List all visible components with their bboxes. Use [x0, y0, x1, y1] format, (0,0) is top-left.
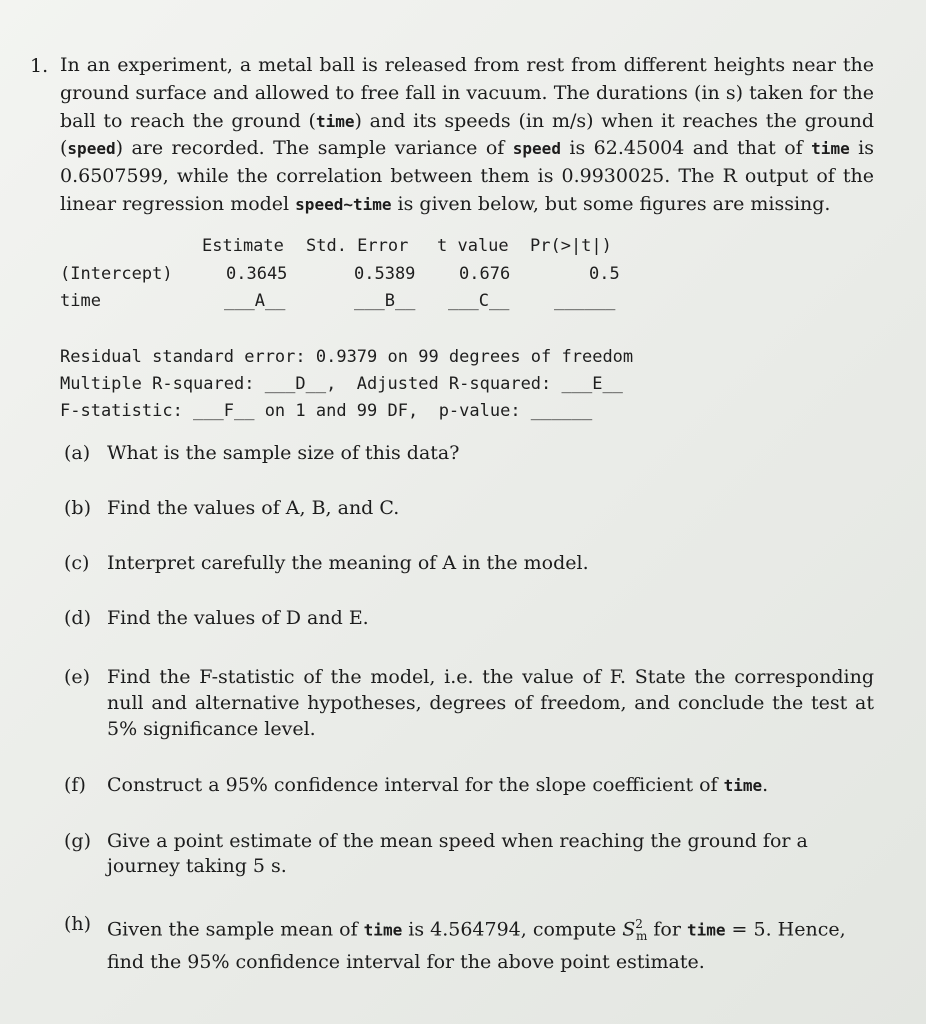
question-number: 1.: [30, 55, 49, 77]
time-estimate: ___A__: [224, 291, 286, 311]
intercept-p-value: 0.5: [589, 264, 620, 284]
residual-line: Residual standard error: 0.9379 on 99 degrees of freedom: [60, 347, 634, 367]
col-std-error-header: Std. Error: [306, 236, 409, 256]
time-row-name: time: [60, 291, 101, 311]
part-g: [64, 829, 874, 879]
col-t-value-header: t value: [437, 236, 509, 256]
part-c-text: Interpret carefully the meaning of A in the model.: [107, 552, 589, 574]
time-p-value: ______: [554, 291, 616, 311]
part-c-label: (c): [64, 552, 90, 574]
part-b: [64, 495, 874, 522]
part-d-text: Find the values of D and E.: [107, 607, 369, 629]
intercept-t-value: 0.676: [459, 264, 511, 284]
part-a: [64, 440, 874, 467]
part-e-text: Find the F-statistic of the model, i.e. the value of F. State the corresponding null and alternative hypotheses, degrees of freedom, and conclude the test at 5% significance level.: [107, 666, 874, 740]
fstat-line: F-statistic: ___F__ on 1 and 99 DF, p-value: ______: [60, 401, 593, 421]
col-estimate-header: Estimate: [202, 236, 284, 256]
intercept-estimate: 0.3645: [226, 264, 288, 284]
part-h-text: Given the sample mean of time is 4.564794, compute $S^2_m$ for time = 5. Hence, find the 95% confidence interval for the above point estimate.: [107, 917, 846, 974]
part-a-text: What is the sample size of this data?: [107, 442, 460, 464]
part-d: [64, 605, 874, 632]
part-c: [64, 550, 874, 577]
part-h-label: (h): [64, 913, 92, 935]
part-h: [64, 911, 874, 975]
part-f-text: Construct a 95% confidence interval for the slope coefficient of time.: [107, 774, 769, 796]
part-e: [64, 664, 874, 742]
part-f-label: (f): [64, 774, 86, 796]
time-t-value: ___C__: [448, 291, 510, 311]
part-b-label: (b): [64, 497, 91, 519]
part-g-text: Give a point estimate of the mean speed when reaching the ground for a journey taking 5 s.: [107, 830, 808, 877]
part-e-label: (e): [64, 666, 91, 688]
col-p-value-header: Pr(>|t|): [530, 236, 612, 256]
time-std-error: ___B__: [354, 291, 416, 311]
rsquared-line: Multiple R-squared: ___D__, Adjusted R-squared: ___E__: [60, 374, 623, 394]
part-f: [64, 772, 874, 799]
question-stem: In an experiment, a metal ball is released from rest from different heights near the ground surface and allowed to free fall in vacuum. The durations (in s) taken for the ball to reach the ground (time) and its speeds (in m/s) when it reaches the ground (speed) are recorded. The sample variance of speed is 62.45004 and that of time is 0.6507599, while the correlation between them is 0.9930025. The R output of the linear regression model speed∼time is given below, but some figures are missing.: [60, 54, 875, 215]
part-g-label: (g): [64, 830, 91, 852]
part-d-label: (d): [64, 607, 91, 629]
intercept-std-error: 0.5389: [354, 264, 416, 284]
part-b-text: Find the values of A, B, and C.: [107, 497, 400, 519]
part-a-label: (a): [64, 442, 91, 464]
intercept-row-name: (Intercept): [60, 264, 173, 284]
